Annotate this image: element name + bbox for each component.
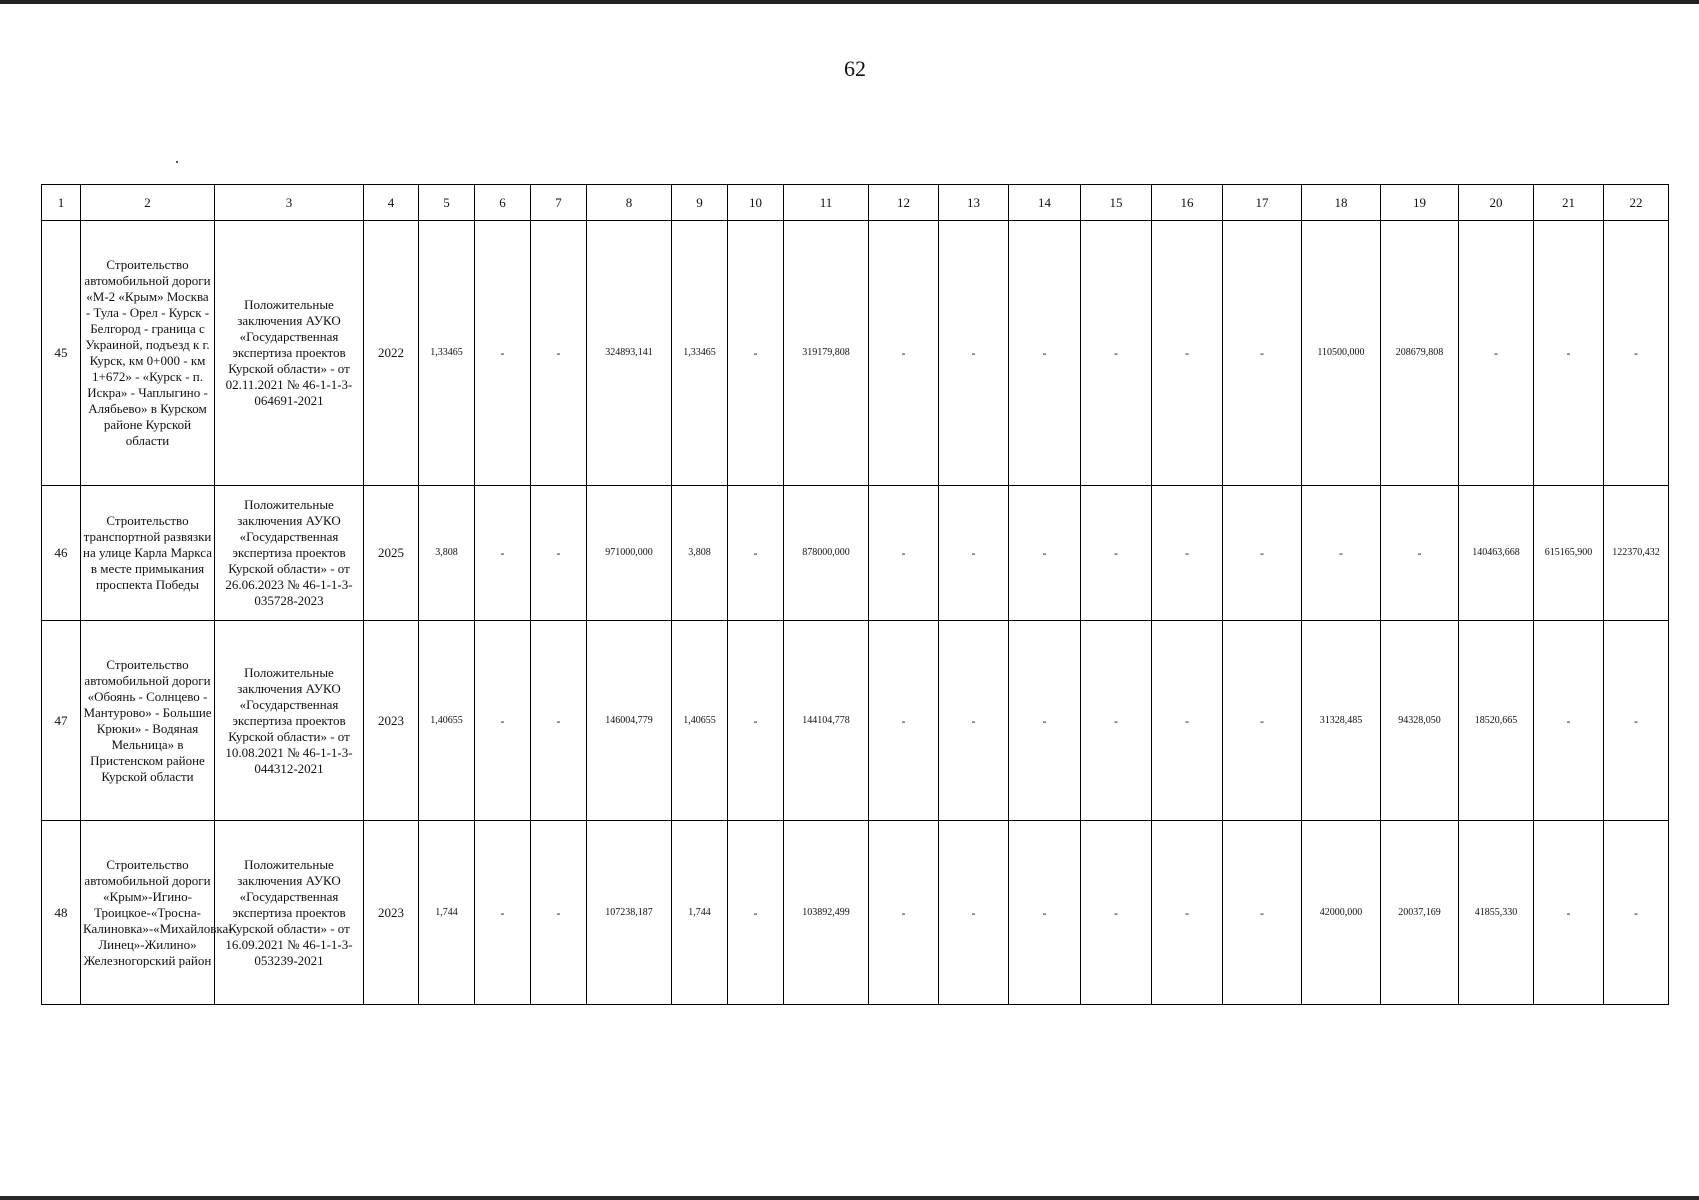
header-cell: 9: [672, 185, 728, 221]
value-cell: 1,40655: [672, 621, 728, 821]
value-cell: -: [1459, 221, 1534, 486]
scan-top-edge: [0, 0, 1699, 4]
value-cell: -: [1009, 821, 1081, 1005]
header-cell: 15: [1081, 185, 1152, 221]
header-cell: 20: [1459, 185, 1534, 221]
value-cell: -: [1009, 621, 1081, 821]
table-row: [42, 221, 1669, 486]
value-cell: -: [869, 821, 939, 1005]
header-cell: 19: [1381, 185, 1459, 221]
header-cell: 1: [42, 185, 81, 221]
value-cell: 1,744: [419, 821, 475, 1005]
value-cell: -: [728, 821, 784, 1005]
value-cell: 103892,499: [784, 821, 869, 1005]
year: 2025: [364, 486, 419, 621]
header-cell: 14: [1009, 185, 1081, 221]
value-cell: -: [939, 221, 1009, 486]
value-cell: -: [1534, 821, 1604, 1005]
header-cell: 7: [531, 185, 587, 221]
value-cell: -: [939, 621, 1009, 821]
row-number: 48: [42, 821, 81, 1005]
value-cell: 20037,169: [1381, 821, 1459, 1005]
value-cell: 615165,900: [1534, 486, 1604, 621]
object-name: Строительство транспортной развязки на улице Карла Маркса в месте примыкания проспекта Победы: [81, 486, 215, 621]
value-cell: 42000,000: [1302, 821, 1381, 1005]
projects-table: [41, 184, 1669, 1005]
value-cell: 94328,050: [1381, 621, 1459, 821]
value-cell: -: [1081, 621, 1152, 821]
value-cell: -: [475, 821, 531, 1005]
value-cell: -: [531, 621, 587, 821]
table-row: [42, 621, 1669, 821]
scan-bottom-edge: [0, 1196, 1699, 1200]
table-header-row: [42, 185, 1669, 221]
value-cell: 18520,665: [1459, 621, 1534, 821]
value-cell: 107238,187: [587, 821, 672, 1005]
table-row: [42, 486, 1669, 621]
object-name: Строительство автомобильной дороги «Крым»-Игино-Троицкое-«Тросна-Калиновка»-«Михайловка-Линец»-Жилино» Железногорский район: [81, 821, 215, 1005]
value-cell: -: [1534, 221, 1604, 486]
header-cell: 22: [1604, 185, 1669, 221]
value-cell: -: [869, 621, 939, 821]
value-cell: -: [531, 486, 587, 621]
value-cell: -: [1381, 486, 1459, 621]
object-name: Строительство автомобильной дороги «М-2 «Крым» Москва - Тула - Орел - Курск - Белгород - граница с Украиной, подъезд к г. Курск, км 0+000 - км 1+672» - «Курск - п. Искра» - Чаплыгино - Алябьево» в Курском районе Курской области: [81, 221, 215, 486]
expertise-conclusion: Положительные заключения АУКО «Государственная экспертиза проектов Курской области» - от 16.09.2021 № 46-1-1-3-053239-2021: [215, 821, 364, 1005]
value-cell: -: [531, 821, 587, 1005]
value-cell: 41855,330: [1459, 821, 1534, 1005]
value-cell: -: [1604, 621, 1669, 821]
value-cell: 971000,000: [587, 486, 672, 621]
value-cell: -: [1152, 621, 1223, 821]
header-cell: 8: [587, 185, 672, 221]
value-cell: -: [1534, 621, 1604, 821]
value-cell: 110500,000: [1302, 221, 1381, 486]
value-cell: -: [1223, 486, 1302, 621]
value-cell: 3,808: [672, 486, 728, 621]
value-cell: -: [1152, 486, 1223, 621]
value-cell: -: [869, 486, 939, 621]
expertise-conclusion: Положительные заключения АУКО «Государственная экспертиза проектов Курской области» - от 26.06.2023 № 46-1-1-3-035728-2023: [215, 486, 364, 621]
header-cell: 4: [364, 185, 419, 221]
value-cell: 146004,779: [587, 621, 672, 821]
value-cell: 144104,778: [784, 621, 869, 821]
value-cell: -: [1152, 221, 1223, 486]
row-number: 47: [42, 621, 81, 821]
row-number: 46: [42, 486, 81, 621]
value-cell: -: [1604, 821, 1669, 1005]
header-cell: 3: [215, 185, 364, 221]
header-cell: 12: [869, 185, 939, 221]
value-cell: -: [475, 486, 531, 621]
value-cell: 1,40655: [419, 621, 475, 821]
expertise-conclusion: Положительные заключения АУКО «Государственная экспертиза проектов Курской области» - от 02.11.2021 № 46-1-1-3-064691-2021: [215, 221, 364, 486]
value-cell: -: [531, 221, 587, 486]
value-cell: 324893,141: [587, 221, 672, 486]
value-cell: 319179,808: [784, 221, 869, 486]
value-cell: -: [728, 486, 784, 621]
header-cell: 17: [1223, 185, 1302, 221]
value-cell: -: [1223, 821, 1302, 1005]
header-cell: 10: [728, 185, 784, 221]
value-cell: -: [1302, 486, 1381, 621]
value-cell: -: [939, 486, 1009, 621]
value-cell: 3,808: [419, 486, 475, 621]
scan-speck: [176, 161, 178, 163]
header-cell: 2: [81, 185, 215, 221]
value-cell: 878000,000: [784, 486, 869, 621]
value-cell: -: [1009, 221, 1081, 486]
value-cell: -: [1223, 621, 1302, 821]
year: 2023: [364, 821, 419, 1005]
value-cell: -: [475, 221, 531, 486]
value-cell: 122370,432: [1604, 486, 1669, 621]
value-cell: 140463,668: [1459, 486, 1534, 621]
value-cell: -: [1223, 221, 1302, 486]
value-cell: -: [939, 821, 1009, 1005]
header-cell: 21: [1534, 185, 1604, 221]
value-cell: -: [1081, 486, 1152, 621]
value-cell: 31328,485: [1302, 621, 1381, 821]
value-cell: -: [475, 621, 531, 821]
year: 2022: [364, 221, 419, 486]
header-cell: 6: [475, 185, 531, 221]
page-number: 62: [844, 56, 866, 81]
value-cell: -: [1152, 821, 1223, 1005]
expertise-conclusion: Положительные заключения АУКО «Государственная экспертиза проектов Курской области» - от 10.08.2021 № 46-1-1-3-044312-2021: [215, 621, 364, 821]
value-cell: -: [1604, 221, 1669, 486]
value-cell: 1,33465: [672, 221, 728, 486]
header-cell: 5: [419, 185, 475, 221]
value-cell: 1,33465: [419, 221, 475, 486]
value-cell: -: [1009, 486, 1081, 621]
header-cell: 11: [784, 185, 869, 221]
row-number: 45: [42, 221, 81, 486]
year: 2023: [364, 621, 419, 821]
value-cell: 1,744: [672, 821, 728, 1005]
value-cell: -: [1081, 821, 1152, 1005]
table-row: [42, 821, 1669, 1005]
value-cell: 208679,808: [1381, 221, 1459, 486]
header-cell: 13: [939, 185, 1009, 221]
value-cell: -: [869, 221, 939, 486]
header-cell: 16: [1152, 185, 1223, 221]
header-cell: 18: [1302, 185, 1381, 221]
object-name: Строительство автомобильной дороги «Обоянь - Солнцево - Мантурово» - Большие Крюки» - Водяная Мельница» в Пристенском районе Курской области: [81, 621, 215, 821]
value-cell: -: [728, 621, 784, 821]
value-cell: -: [1081, 221, 1152, 486]
value-cell: -: [728, 221, 784, 486]
